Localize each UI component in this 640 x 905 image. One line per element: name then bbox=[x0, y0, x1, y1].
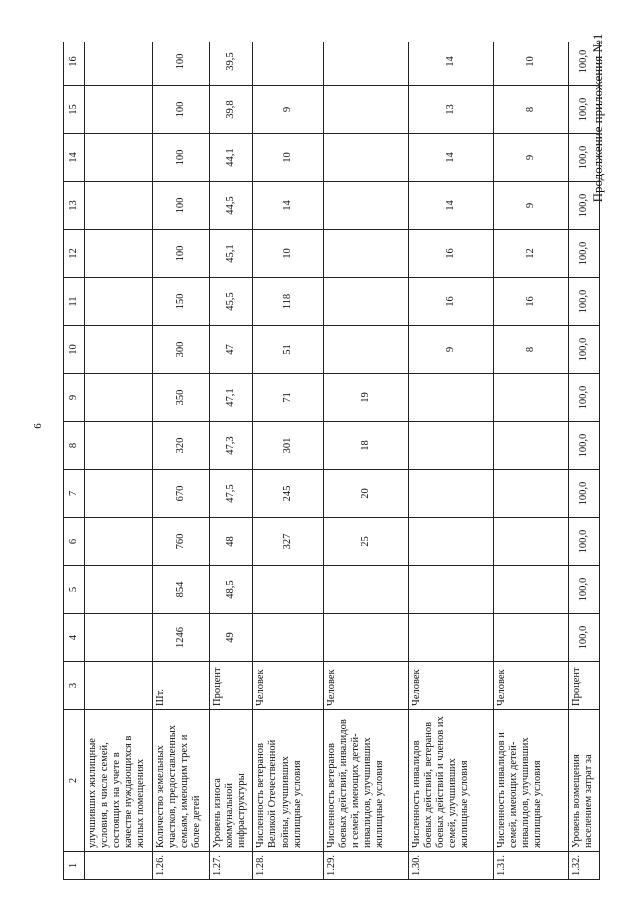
value-cell: 14 bbox=[409, 42, 494, 86]
unit-cell: Шт. bbox=[152, 662, 209, 710]
column-header: 11 bbox=[64, 278, 85, 326]
header-row bbox=[64, 42, 85, 880]
table-area bbox=[63, 42, 600, 880]
value-cell: 48,5 bbox=[209, 566, 253, 614]
value-cell: 47,3 bbox=[209, 422, 253, 470]
value-cell bbox=[409, 374, 494, 422]
row-number bbox=[85, 852, 153, 880]
value-cell: 100,0 bbox=[568, 470, 599, 518]
value-cell: 14 bbox=[253, 182, 324, 230]
column-header: 16 bbox=[64, 42, 85, 86]
value-cell: 100,0 bbox=[568, 374, 599, 422]
value-cell: 39,8 bbox=[209, 86, 253, 134]
value-cell bbox=[85, 42, 153, 86]
unit-cell: Человек bbox=[323, 662, 408, 710]
value-cell bbox=[85, 134, 153, 182]
value-cell: 8 bbox=[494, 326, 569, 374]
column-header: 3 bbox=[64, 662, 85, 710]
value-cell bbox=[85, 566, 153, 614]
value-cell: 100 bbox=[152, 230, 209, 278]
value-cell bbox=[494, 374, 569, 422]
value-cell: 9 bbox=[409, 326, 494, 374]
unit-cell: Человек bbox=[494, 662, 569, 710]
column-header: 7 bbox=[64, 470, 85, 518]
value-cell bbox=[85, 278, 153, 326]
unit-cell: Процент bbox=[568, 662, 599, 710]
value-cell: 100 bbox=[152, 86, 209, 134]
value-cell: 44,1 bbox=[209, 134, 253, 182]
value-cell: 16 bbox=[409, 230, 494, 278]
value-cell bbox=[253, 42, 324, 86]
value-cell: 100,0 bbox=[568, 86, 599, 134]
value-cell bbox=[409, 614, 494, 662]
indicator-name: Уровень возмещения населением затрат за bbox=[568, 710, 599, 852]
column-header: 6 bbox=[64, 518, 85, 566]
value-cell bbox=[323, 182, 408, 230]
value-cell: 301 bbox=[253, 422, 324, 470]
value-cell bbox=[85, 326, 153, 374]
table-row bbox=[409, 42, 494, 880]
column-header: 9 bbox=[64, 374, 85, 422]
value-cell bbox=[323, 278, 408, 326]
row-number: 1.27. bbox=[209, 852, 253, 880]
value-cell: 100 bbox=[152, 42, 209, 86]
value-cell: 100,0 bbox=[568, 614, 599, 662]
unit-cell bbox=[85, 662, 153, 710]
value-cell: 8 bbox=[494, 86, 569, 134]
value-cell: 14 bbox=[409, 134, 494, 182]
value-cell: 10 bbox=[253, 230, 324, 278]
table-row bbox=[209, 42, 253, 880]
value-cell: 100,0 bbox=[568, 230, 599, 278]
value-cell: 14 bbox=[409, 182, 494, 230]
value-cell: 100 bbox=[152, 182, 209, 230]
row-number: 1.32. bbox=[568, 852, 599, 880]
value-cell bbox=[323, 566, 408, 614]
value-cell: 10 bbox=[253, 134, 324, 182]
value-cell bbox=[85, 182, 153, 230]
value-cell bbox=[85, 470, 153, 518]
column-header: 2 bbox=[64, 710, 85, 852]
value-cell bbox=[85, 422, 153, 470]
value-cell: 49 bbox=[209, 614, 253, 662]
value-cell: 16 bbox=[494, 278, 569, 326]
value-cell: 45,5 bbox=[209, 278, 253, 326]
column-header: 12 bbox=[64, 230, 85, 278]
row-number: 1.26. bbox=[152, 852, 209, 880]
column-header: 5 bbox=[64, 566, 85, 614]
value-cell: 118 bbox=[253, 278, 324, 326]
value-cell bbox=[85, 374, 153, 422]
value-cell: 71 bbox=[253, 374, 324, 422]
value-cell: 300 bbox=[152, 326, 209, 374]
value-cell: 44,5 bbox=[209, 182, 253, 230]
value-cell: 854 bbox=[152, 566, 209, 614]
value-cell: 320 bbox=[152, 422, 209, 470]
column-header: 1 bbox=[64, 852, 85, 880]
value-cell bbox=[409, 566, 494, 614]
indicator-name: Численность инвалидов и семей, имеющих детей-инвалидов, улучшивших жилищные условия bbox=[494, 710, 569, 852]
value-cell bbox=[323, 134, 408, 182]
indicator-name: улучшивших жилищные условия, в числе семей, состоящих на учете в качестве нуждающихся в жилых помещениях bbox=[85, 710, 153, 852]
indicator-name: Численность инвалидов боевых действий, ветеранов боевых действий и членов их семей, улучшивших жилищные условия bbox=[409, 710, 494, 852]
row-number: 1.29. bbox=[323, 852, 408, 880]
row-number: 1.28. bbox=[253, 852, 324, 880]
value-cell: 150 bbox=[152, 278, 209, 326]
unit-cell: Процент bbox=[209, 662, 253, 710]
value-cell bbox=[85, 614, 153, 662]
value-cell bbox=[494, 470, 569, 518]
value-cell bbox=[409, 422, 494, 470]
value-cell bbox=[323, 42, 408, 86]
value-cell: 47,1 bbox=[209, 374, 253, 422]
value-cell: 327 bbox=[253, 518, 324, 566]
value-cell: 100,0 bbox=[568, 326, 599, 374]
value-cell: 39,5 bbox=[209, 42, 253, 86]
column-header: 8 bbox=[64, 422, 85, 470]
table-row bbox=[152, 42, 209, 880]
column-header: 14 bbox=[64, 134, 85, 182]
indicator-name: Количество земельных участков, предоставленных семьям, имеющим трех и более детей bbox=[152, 710, 209, 852]
value-cell bbox=[494, 566, 569, 614]
value-cell bbox=[409, 518, 494, 566]
value-cell: 9 bbox=[253, 86, 324, 134]
row-number: 1.31. bbox=[494, 852, 569, 880]
unit-cell: Человек bbox=[409, 662, 494, 710]
value-cell: 100,0 bbox=[568, 566, 599, 614]
value-cell bbox=[494, 518, 569, 566]
value-cell bbox=[323, 614, 408, 662]
value-cell bbox=[253, 566, 324, 614]
value-cell bbox=[323, 326, 408, 374]
value-cell: 18 bbox=[323, 422, 408, 470]
value-cell: 19 bbox=[323, 374, 408, 422]
value-cell: 16 bbox=[409, 278, 494, 326]
value-cell: 1246 bbox=[152, 614, 209, 662]
table-row bbox=[323, 42, 408, 880]
value-cell: 350 bbox=[152, 374, 209, 422]
value-cell: 100,0 bbox=[568, 278, 599, 326]
value-cell: 47 bbox=[209, 326, 253, 374]
value-cell: 100,0 bbox=[568, 134, 599, 182]
value-cell bbox=[409, 470, 494, 518]
table-row bbox=[568, 42, 599, 880]
indicator-name: Численность ветеранов Великой Отечественной войны, улучшивших жилищные условия bbox=[253, 710, 324, 852]
value-cell: 670 bbox=[152, 470, 209, 518]
column-header: 13 bbox=[64, 182, 85, 230]
value-cell: 45,1 bbox=[209, 230, 253, 278]
value-cell bbox=[85, 518, 153, 566]
value-cell: 100,0 bbox=[568, 422, 599, 470]
value-cell: 10 bbox=[494, 42, 569, 86]
value-cell: 100,0 bbox=[568, 42, 599, 86]
table-row bbox=[253, 42, 324, 880]
column-header: 4 bbox=[64, 614, 85, 662]
page-number: 6 bbox=[32, 423, 44, 429]
rotated-table bbox=[63, 42, 600, 880]
data-table bbox=[63, 42, 600, 880]
value-cell bbox=[253, 614, 324, 662]
column-header: 15 bbox=[64, 86, 85, 134]
value-cell: 13 bbox=[409, 86, 494, 134]
table-row bbox=[85, 42, 153, 880]
value-cell: 51 bbox=[253, 326, 324, 374]
column-header: 10 bbox=[64, 326, 85, 374]
value-cell bbox=[85, 230, 153, 278]
value-cell: 9 bbox=[494, 182, 569, 230]
value-cell bbox=[494, 422, 569, 470]
indicator-name: Численность ветеранов боевых действий, инвалидов и семей, имеющих детей-инвалидов, улучшивших жилищные условия bbox=[323, 710, 408, 852]
value-cell: 100,0 bbox=[568, 518, 599, 566]
row-number: 1.30. bbox=[409, 852, 494, 880]
continuation-note: Продолжение приложения №1 bbox=[590, 33, 605, 203]
table-row bbox=[494, 42, 569, 880]
value-cell bbox=[85, 86, 153, 134]
value-cell bbox=[494, 614, 569, 662]
value-cell: 48 bbox=[209, 518, 253, 566]
value-cell: 100 bbox=[152, 134, 209, 182]
value-cell bbox=[323, 230, 408, 278]
unit-cell: Человек bbox=[253, 662, 324, 710]
value-cell: 245 bbox=[253, 470, 324, 518]
value-cell: 47,5 bbox=[209, 470, 253, 518]
table-body bbox=[85, 42, 600, 880]
value-cell: 760 bbox=[152, 518, 209, 566]
indicator-name: Уровень износа коммунальной инфраструктуры bbox=[209, 710, 253, 852]
value-cell: 25 bbox=[323, 518, 408, 566]
value-cell: 20 bbox=[323, 470, 408, 518]
value-cell: 12 bbox=[494, 230, 569, 278]
value-cell: 100,0 bbox=[568, 182, 599, 230]
value-cell bbox=[323, 86, 408, 134]
value-cell: 9 bbox=[494, 134, 569, 182]
